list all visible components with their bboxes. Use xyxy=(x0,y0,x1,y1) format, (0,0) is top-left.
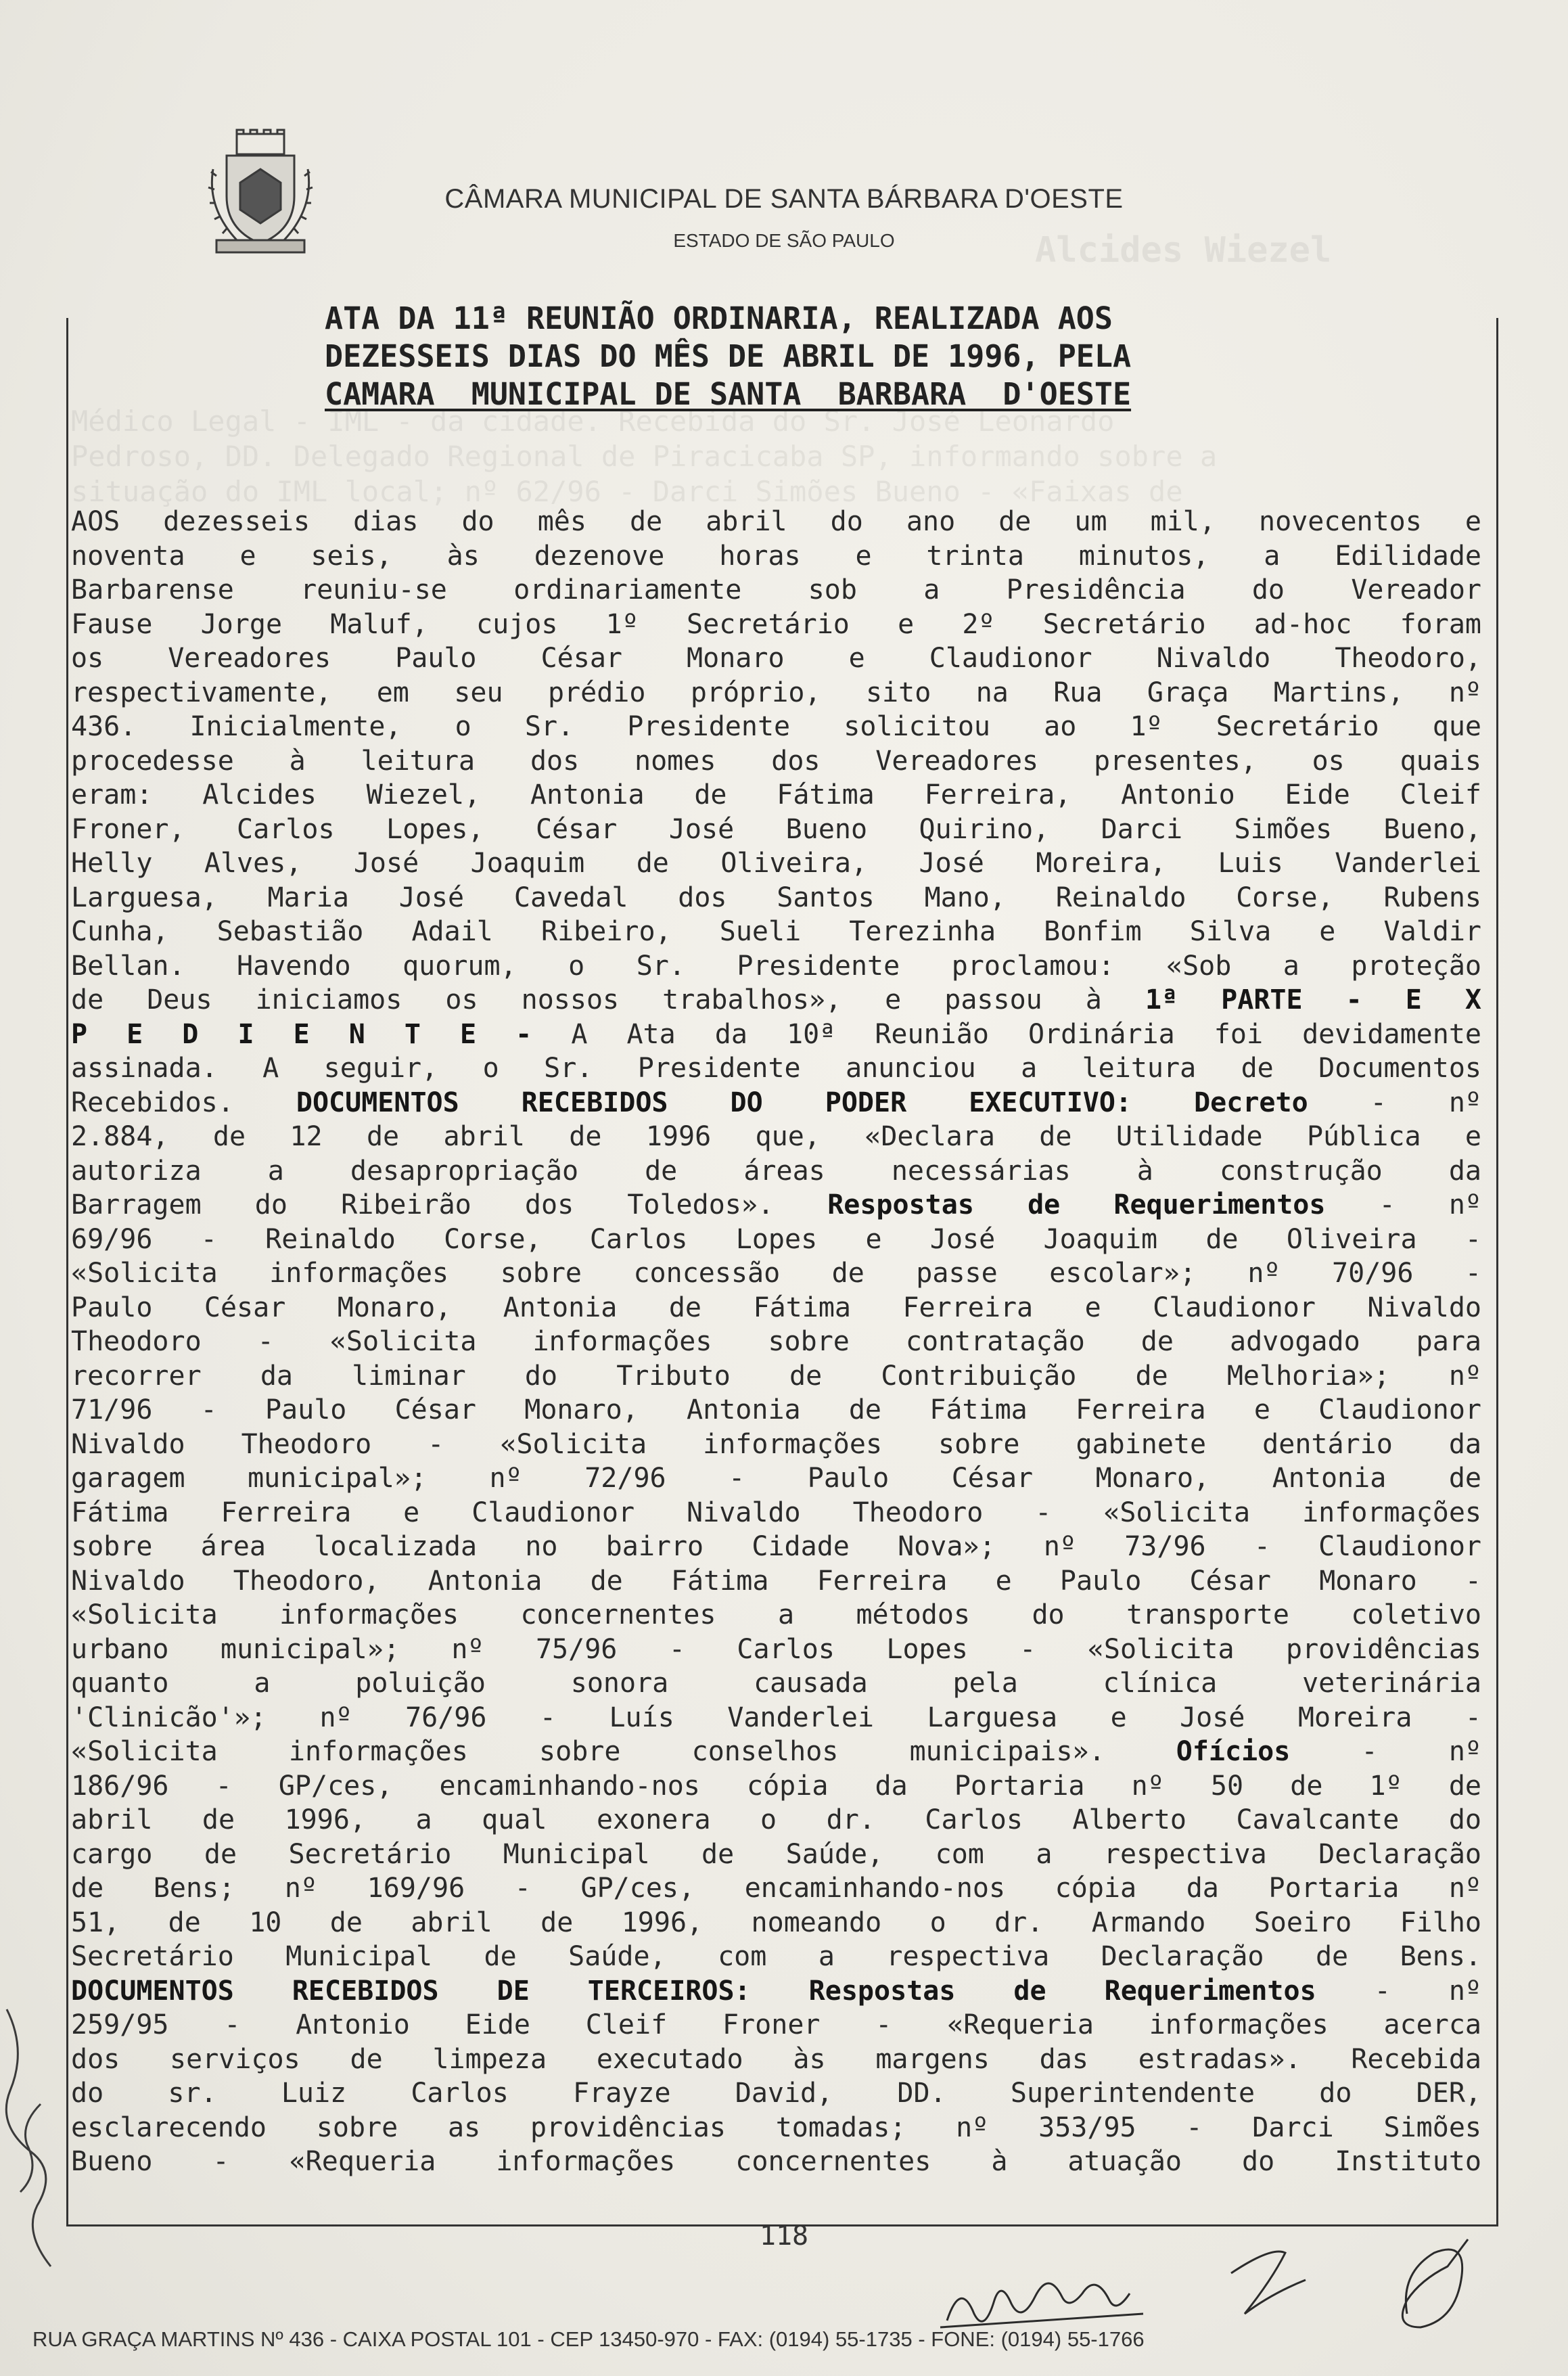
body-line: sobre área localizada no bairro Cidade Nova»; nº 73/96 - Claudionor xyxy=(71,1531,1481,1562)
bleed-through-text-3: Pedroso, DD. Delegado Regional de Piracicaba SP, informando sobre a xyxy=(71,440,1218,473)
body-line: dos serviços de limpeza executado às margens das estradas». Recebida xyxy=(71,2043,1481,2075)
bleed-through-text-2: Médico Legal - IML - da cidade. Recebida do Sr. José Leonardo xyxy=(71,405,1115,438)
body-line: AOS dezesseis dias do mês de abril do ano de um mil, novecentos e xyxy=(71,506,1481,537)
body-line: 186/96 - GP/ces, encaminhando-nos cópia da Portaria nº 50 de 1º de xyxy=(71,1770,1481,1802)
body-line: Fátima Ferreira e Claudionor Nivaldo Theodoro - «Solicita informações xyxy=(71,1497,1481,1528)
footer-address: RUA GRAÇA MARTINS Nº 436 - CAIXA POSTAL 101 - CEP 13450-970 - FAX: (0194) 55-1735 - FONE: (0194) 55-1766 xyxy=(32,2327,1145,2351)
body-line: respectivamente, em seu prédio próprio, sito na Rua Graça Martins, nº xyxy=(71,677,1481,708)
body-line: noventa e seis, às dezenove horas e trinta minutos, a Edilidade xyxy=(71,540,1481,572)
bleed-through-text-4: situação do IML local; nº 62/96 - Darci Simões Bueno - «Faixas de xyxy=(71,475,1183,508)
body-line: urbano municipal»; nº 75/96 - Carlos Lopes - «Solicita providências xyxy=(71,1633,1481,1665)
right-margin-rule xyxy=(1496,318,1498,2226)
body-line: Barragem do Ribeirão dos Toledos». Respostas de Requerimentos - nº xyxy=(71,1189,1481,1220)
body-line: P E D I E N T E - A Ata da 10ª Reunião Ordinária foi devidamente xyxy=(71,1018,1481,1050)
body-line: os Vereadores Paulo César Monaro e Claudionor Nivaldo Theodoro, xyxy=(71,643,1481,674)
body-line: de Bens; nº 169/96 - GP/ces, encaminhando-nos cópia da Portaria nº xyxy=(71,1873,1481,1904)
body-line: «Solicita informações concernentes a métodos do transporte coletivo xyxy=(71,1599,1481,1630)
body-line: Bueno - «Requeria informações concernentes à atuação do Instituto xyxy=(71,2146,1481,2177)
body-line: «Solicita informações sobre concessão de passe escolar»; nº 70/96 - xyxy=(71,1258,1481,1289)
body-line: procedesse à leitura dos nomes dos Vereadores presentes, os quais xyxy=(71,745,1481,777)
minutes-title-line-3: CAMARA MUNICIPAL DE SANTA BARBARA D'OESTE xyxy=(325,376,1132,412)
body-line: 71/96 - Paulo César Monaro, Antonia de Fátima Ferreira e Claudionor xyxy=(71,1394,1481,1425)
body-line: esclarecendo sobre as providências tomadas; nº 353/95 - Darci Simões xyxy=(71,2111,1481,2143)
body-line: Helly Alves, José Joaquim de Oliveira, José Moreira, Luis Vanderlei xyxy=(71,848,1481,879)
body-line: 2.884, de 12 de abril de 1996 que, «Declara de Utilidade Pública e xyxy=(71,1121,1481,1152)
body-line: Theodoro - «Solicita informações sobre contratação de advogado para xyxy=(71,1326,1481,1357)
margin-signature-icon xyxy=(0,1996,74,2280)
page-number: 118 xyxy=(759,2220,809,2252)
minutes-title-line-2: DEZESSEIS DIAS DO MÊS DE ABRIL DE 1996, PELA xyxy=(325,338,1132,374)
minutes-title-line-1: ATA DA 11ª REUNIÃO ORDINARIA, REALIZADA AOS xyxy=(325,300,1113,336)
left-margin-rule xyxy=(66,318,68,2226)
body-line: 51, de 10 de abril de 1996, nomeando o dr. Armando Soeiro Filho xyxy=(71,1906,1481,1938)
body-line: Secretário Municipal de Saúde, com a respectiva Declaração de Bens. xyxy=(71,1941,1481,1972)
body-line: Barbarense reuniu-se ordinariamente sob a Presidência do Vereador xyxy=(71,574,1481,606)
body-line: Froner, Carlos Lopes, César José Bueno Quirino, Darci Simões Bueno, xyxy=(71,813,1481,845)
chamber-letterhead-title: CÂMARA MUNICIPAL DE SANTA BÁRBARA D'OESTE xyxy=(444,184,1124,214)
body-line: 'Clinicão'»; nº 76/96 - Luís Vanderlei Larguesa e José Moreira - xyxy=(71,1701,1481,1733)
body-line: assinada. A seguir, o Sr. Presidente anunciou a leitura de Documentos xyxy=(71,1053,1481,1084)
body-line: 69/96 - Reinaldo Corse, Carlos Lopes e José Joaquim de Oliveira - xyxy=(71,1223,1481,1255)
body-line: Nivaldo Theodoro - «Solicita informações sobre gabinete dentário da xyxy=(71,1428,1481,1460)
body-line: eram: Alcides Wiezel, Antonia de Fátima Ferreira, Antonio Eide Cleif xyxy=(71,779,1481,810)
body-line: recorrer da liminar do Tributo de Contribuição de Melhoria»; nº xyxy=(71,1360,1481,1392)
minutes-body xyxy=(71,505,1481,2179)
state-subtitle: ESTADO DE SÃO PAULO xyxy=(673,230,895,251)
body-line: do sr. Luiz Carlos Frayze David, DD. Superintendente do DER, xyxy=(71,2078,1481,2109)
minutes-title xyxy=(325,300,1272,413)
body-line: autoriza a desapropriação de áreas necessárias à construção da xyxy=(71,1155,1481,1187)
body-line: Recebidos. DOCUMENTOS RECEBIDOS DO PODER EXECUTIVO: Decreto - nº xyxy=(71,1087,1481,1118)
body-line: de Deus iniciamos os nossos trabalhos», e passou à 1ª PARTE - E X xyxy=(71,984,1481,1015)
body-line: Paulo César Monaro, Antonia de Fátima Ferreira e Claudionor Nivaldo xyxy=(71,1292,1481,1323)
body-line: Bellan. Havendo quorum, o Sr. Presidente proclamou: «Sob a proteção xyxy=(71,950,1481,982)
body-line: DOCUMENTOS RECEBIDOS DE TERCEIROS: Respostas de Requerimentos - nº xyxy=(71,1975,1481,2007)
handwritten-signature-icon xyxy=(933,2233,1515,2341)
body-line: 436. Inicialmente, o Sr. Presidente solicitou ao 1º Secretário que xyxy=(71,711,1481,742)
body-line: 259/95 - Antonio Eide Cleif Froner - «Requeria informações acerca xyxy=(71,2009,1481,2040)
body-line: Fause Jorge Maluf, cujos 1º Secretário e 2º Secretário ad-hoc foram xyxy=(71,608,1481,640)
body-line: Nivaldo Theodoro, Antonia de Fátima Ferreira e Paulo César Monaro - xyxy=(71,1565,1481,1597)
body-line: cargo de Secretário Municipal de Saúde, com a respectiva Declaração xyxy=(71,1838,1481,1870)
body-line: «Solicita informações sobre conselhos municipais». Ofícios - nº xyxy=(71,1736,1481,1767)
bleed-through-text-1: Alcides Wiezel xyxy=(1035,230,1332,271)
body-line: abril de 1996, a qual exonera o dr. Carlos Alberto Cavalcante do xyxy=(71,1804,1481,1835)
body-line: quanto a poluição sonora causada pela clínica veterinária xyxy=(71,1668,1481,1699)
body-line: garagem municipal»; nº 72/96 - Paulo César Monaro, Antonia de xyxy=(71,1463,1481,1494)
body-line: Larguesa, Maria José Cavedal dos Santos Mano, Reinaldo Corse, Rubens xyxy=(71,882,1481,913)
body-line: Cunha, Sebastião Adail Ribeiro, Sueli Terezinha Bonfim Silva e Valdir xyxy=(71,916,1481,947)
